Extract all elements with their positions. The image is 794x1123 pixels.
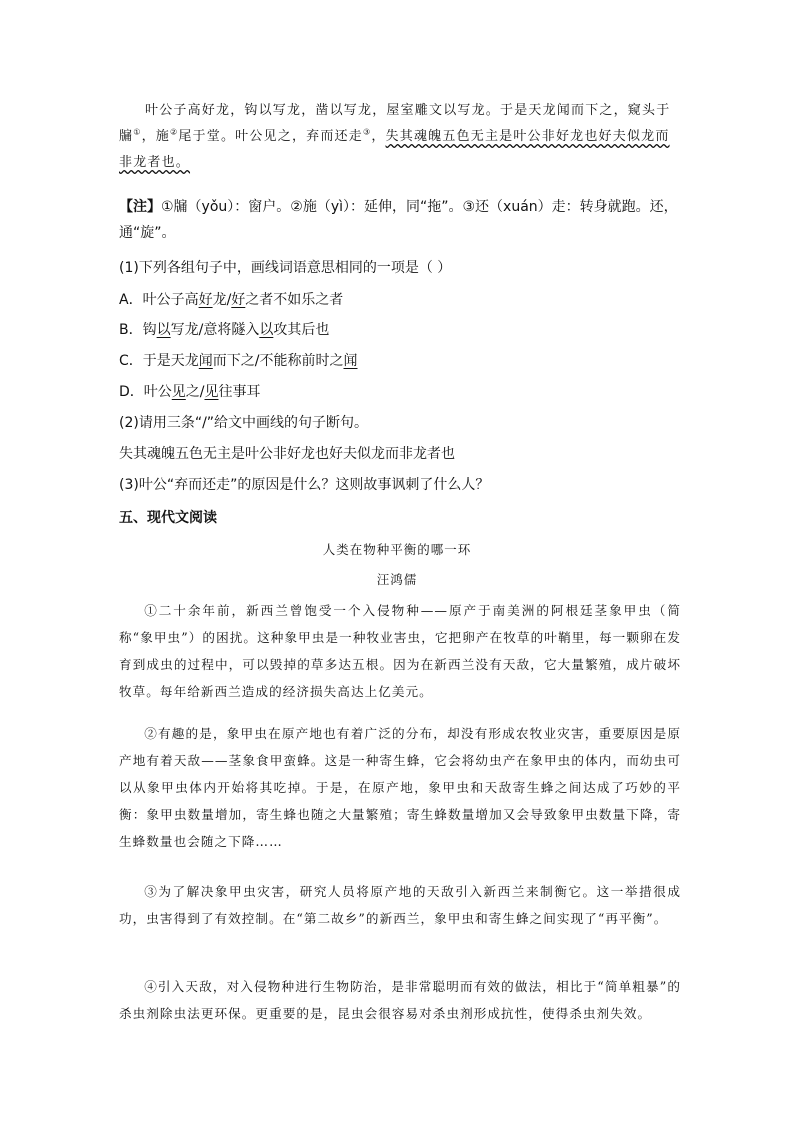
- option-c-underlined-2: 闻: [343, 353, 358, 369]
- article-author: 汪鸿儒: [376, 572, 418, 587]
- option-a-underlined-1: 好: [198, 292, 213, 308]
- note-label: 【注】: [119, 199, 161, 215]
- option-d-mid: 之/: [185, 384, 205, 400]
- classical-text-paragraph: [119, 98, 679, 176]
- article-paragraph-1: ①二十余年前，新西兰曾饱受一个入侵物种——原产于南美洲的阿根廷茎象甲虫（简称“象甲虫”）的困扰。这种象甲虫是一种牧业害虫，它把卵产在牧草的叶鞘里，每一颗卵在发育到成虫的过程中，可以毁掉的草多达五根。因为在新西兰没有天敌，它大量繁殖，成片破坏牧草。每年给新西兰造成的经济损失高达上亿美元。: [119, 603, 681, 699]
- classical-text-mid2: 尾于堂。叶公见之，弃而还走: [178, 129, 363, 144]
- option-b-underlined-2: 以: [259, 322, 274, 338]
- option-b-mid: 写龙/意将隧入: [170, 322, 260, 338]
- option-a-underlined-2: 好: [231, 292, 246, 308]
- option-c-mid: 而下之/不能称前时之: [212, 353, 344, 369]
- option-d-underlined-1: 见: [171, 384, 186, 400]
- article-paragraph-2: ②有趣的是，象甲虫在原产地也有着广泛的分布，却没有形成农牧业灾害，重要原因是原产地有着天敌——茎象食甲蛮蜂。这是一种寄生蜂，它会将幼虫产在象甲虫的体内，而幼虫可以从象甲虫体内开始将其吃掉。于是，在原产地，象甲虫和天敌寄生蜂之间达成了巧妙的平衡：象甲虫数量增加，寄生蜂也随之大量繁殖；寄生蜂数量增加又会导致象甲虫数量下降，寄生蜂数量也会随之下降……: [119, 726, 681, 849]
- question-1: (1)下列各组句子中，画线词语意思相同的一项是（ ）: [119, 260, 452, 276]
- article-paragraph-4: ④引入天敌，对入侵物种进行生物防治，是非常聪明而有效的做法，相比于“简单粗暴”的杀虫剂除虫法更环保。更重要的是，昆虫会很容易对杀虫剂形成抗性，使得杀虫剂失效。: [119, 979, 681, 1021]
- footnote-marker-1: ①: [133, 127, 142, 137]
- option-a: [119, 289, 679, 311]
- option-c-pre: C．于是天龙: [119, 353, 199, 369]
- option-a-mid: 龙/: [212, 292, 232, 308]
- option-c-underlined-1: 闻: [198, 353, 213, 369]
- classical-text-start: 叶公子高好龙，钩以写龙，凿以写龙，屋室雕文以写龙。于是天龙闻而下之，窥头于牖: [119, 103, 671, 144]
- footnote-marker-3: ③: [362, 127, 372, 137]
- section-title: 五、现代文阅读: [119, 510, 217, 526]
- option-d-post: 往事耳: [218, 384, 261, 400]
- footnote-marker-2: ②: [169, 127, 179, 137]
- article-paragraph-3: ③为了解决象甲虫灾害，研究人员将原产地的天敌引入新西兰来制衡它。这一举措很成功，虫害得到了有效控制。在“第二故乡”的新西兰，象甲虫和寄生蜂之间实现了“再平衡”。: [119, 884, 681, 926]
- option-a-post: 之者不如乐之者: [245, 292, 344, 308]
- option-d-underlined-2: 见: [204, 384, 219, 400]
- classical-text-mid3: ，: [371, 129, 386, 144]
- article-title: 人类在物种平衡的哪一环: [322, 542, 472, 557]
- option-d-pre: D．叶公: [119, 384, 172, 400]
- option-b-pre: B．钩: [119, 322, 157, 338]
- classical-text-mid: ，施: [141, 129, 170, 144]
- underlined-sentence: 失其魂魄五色无主是叶公非好龙也好夫似龙而非龙者也。: [119, 129, 670, 170]
- option-a-pre: A．叶公子高: [119, 292, 199, 308]
- note-text: ①牖（yǒu）：窗户。②施（yì）：延伸，同“拖”。③还（xuán）走：转身就跑。还，通“旋”。: [119, 199, 678, 241]
- option-d: [119, 381, 679, 403]
- option-b-underlined-1: 以: [156, 322, 171, 338]
- question-2: (2)请用三条“/”给文中画线的句子断句。: [119, 415, 369, 431]
- option-c: [119, 350, 679, 372]
- option-b: [119, 319, 679, 341]
- option-b-post: 攻其后也: [273, 322, 330, 338]
- annotation-note: [119, 194, 679, 246]
- question-3: (3)叶公“弃而还走”的原因是什么？这则故事讽刺了什么人？: [119, 477, 490, 493]
- question-2-sentence: 失其魂魄五色无主是叶公非好龙也好夫似龙而非龙者也: [119, 446, 455, 462]
